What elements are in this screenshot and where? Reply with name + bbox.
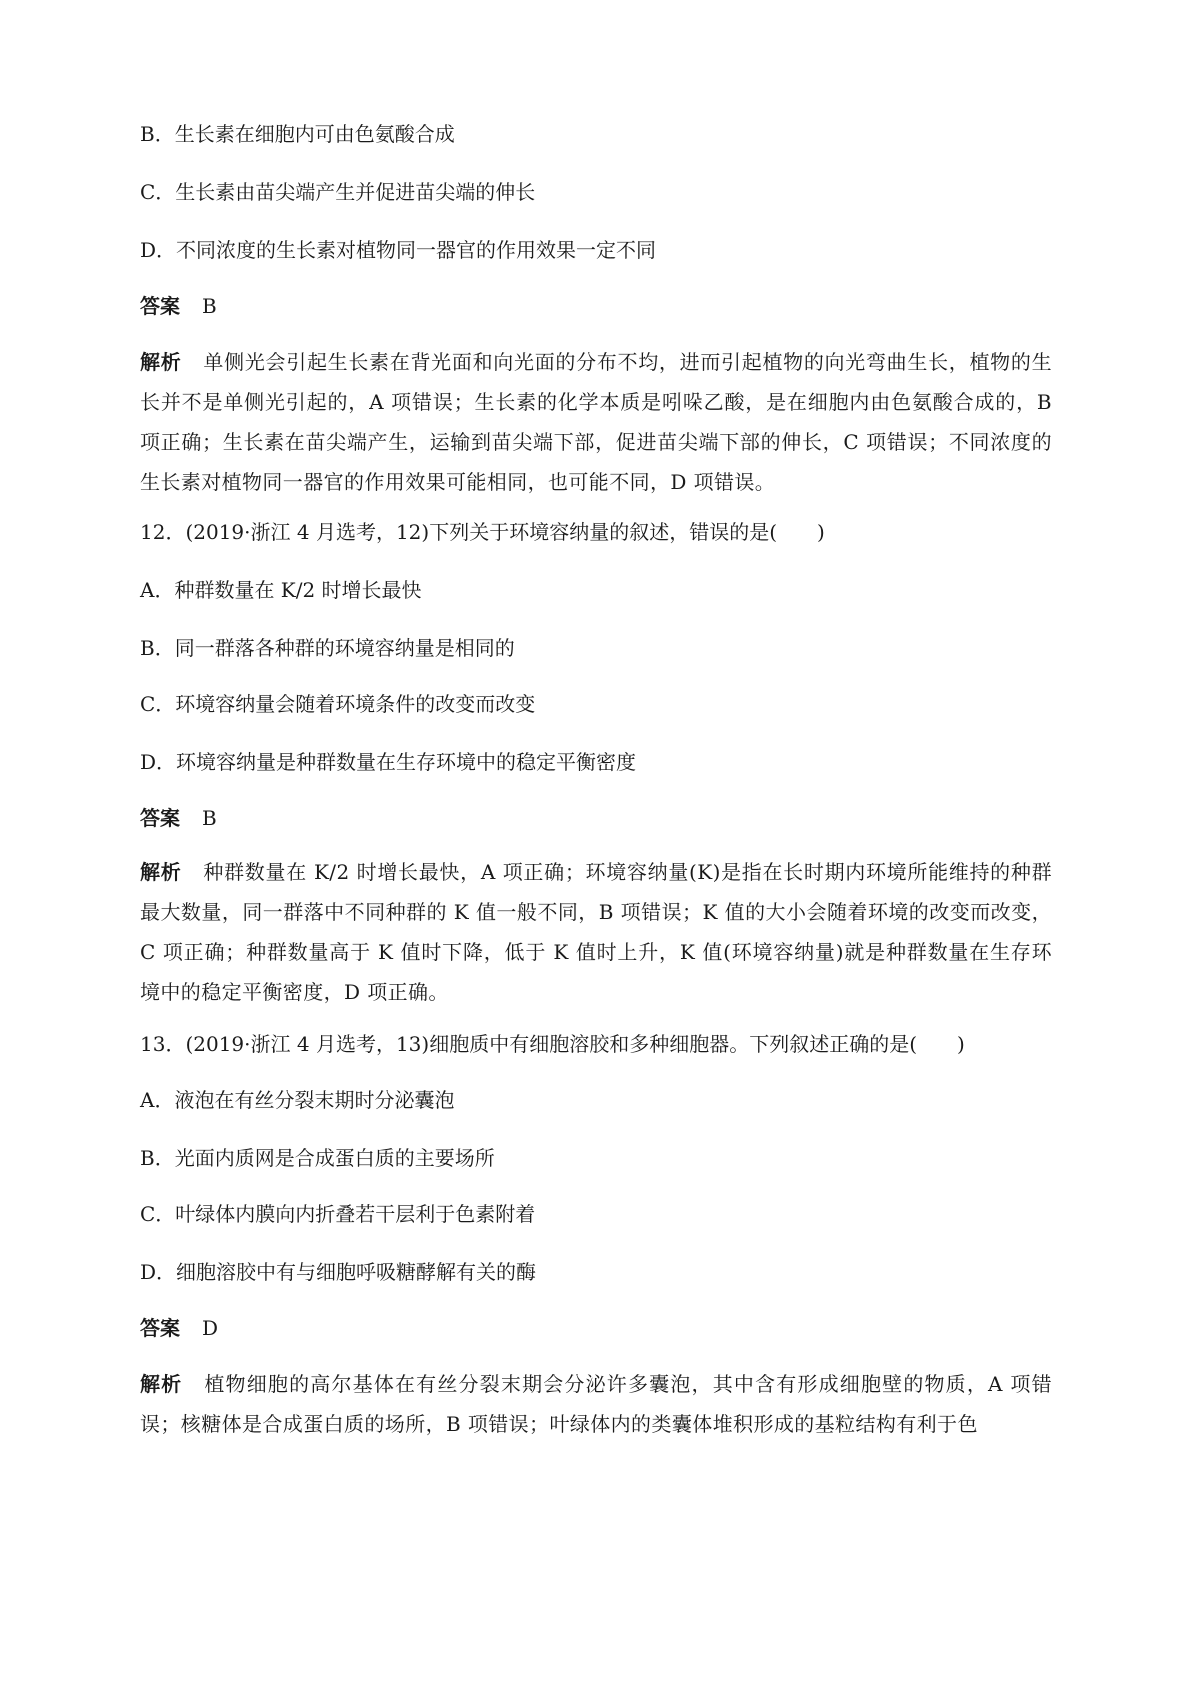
q13-option-d: D．细胞溶胶中有与细胞呼吸糖酵解有关的酶: [140, 1260, 537, 1284]
q12-option-d: D．环境容纳量是种群数量在生存环境中的稳定平衡密度: [140, 750, 637, 774]
q11-answer-label: 答案: [140, 294, 180, 318]
q12-analysis: [140, 852, 1052, 1012]
q12-option-b: B．同一群落各种群的环境容纳量是相同的: [140, 636, 515, 660]
q13-answer: [140, 1314, 1070, 1342]
q13-option-b: B．光面内质网是合成蛋白质的主要场所: [140, 1146, 495, 1170]
q11-analysis-label: 解析: [140, 350, 182, 374]
q11-analysis-text: 单侧光会引起生长素在背光面和向光面的分布不均，进而引起植物的向光弯曲生长，植物的生长并不是单侧光引起的，A 项错误；生长素的化学本质是吲哚乙酸，是在细胞内由色氨酸合成的，B 项正确；生长素在苗尖端产生，运输到苗尖端下部，促进苗尖端下部的伸长，C 项错误；不同浓度的生长素对植物同一器官的作用效果可能相同，也可能不同，D 项错误。: [140, 350, 1052, 494]
q13-analysis: [140, 1364, 1052, 1444]
q11-analysis: [140, 342, 1052, 502]
q12-stem: 12．(2019·浙江 4 月选考，12)下列关于环境容纳量的叙述，错误的是( ): [140, 520, 825, 544]
q12-answer-value: B: [202, 806, 217, 830]
q13-analysis-label: 解析: [140, 1372, 183, 1396]
q13-stem: 13．(2019·浙江 4 月选考，13)细胞质中有细胞溶胶和多种细胞器。下列叙述正确的是( ): [140, 1032, 965, 1056]
q12-answer: [140, 804, 1070, 832]
q11-answer: [140, 292, 1070, 320]
q11-option-d: D．不同浓度的生长素对植物同一器官的作用效果一定不同: [140, 238, 657, 262]
q13-option-a: A．液泡在有丝分裂末期时分泌囊泡: [140, 1088, 455, 1112]
q13-option-c: C．叶绿体内膜向内折叠若干层利于色素附着: [140, 1202, 536, 1226]
q13-answer-value: D: [202, 1316, 219, 1340]
q12-analysis-label: 解析: [140, 860, 182, 884]
q12-option-a: A．种群数量在 K/2 时增长最快: [140, 578, 422, 602]
q11-answer-value: B: [202, 294, 217, 318]
q13-answer-label: 答案: [140, 1316, 180, 1340]
q12-answer-label: 答案: [140, 806, 180, 830]
q11-option-c: C．生长素由苗尖端产生并促进苗尖端的伸长: [140, 180, 536, 204]
q12-analysis-text: 种群数量在 K/2 时增长最快，A 项正确；环境容纳量(K)是指在长时期内环境所能维持的种群最大数量，同一群落中不同种群的 K 值一般不同，B 项错误；K 值的大小会随着环境的改变而改变，C 项正确；种群数量高于 K 值时下降，低于 K 值时上升，K 值(环境容纳量)就是种群数量在生存环境中的稳定平衡密度，D 项正确。: [140, 860, 1052, 1004]
q12-option-c: C．环境容纳量会随着环境条件的改变而改变: [140, 692, 536, 716]
q11-option-b: B．生长素在细胞内可由色氨酸合成: [140, 122, 455, 146]
q13-analysis-text: 植物细胞的高尔基体在有丝分裂末期会分泌许多囊泡，其中含有形成细胞壁的物质，A 项错误；核糖体是合成蛋白质的场所，B 项错误；叶绿体内的类囊体堆积形成的基粒结构有利于色: [140, 1372, 1052, 1436]
